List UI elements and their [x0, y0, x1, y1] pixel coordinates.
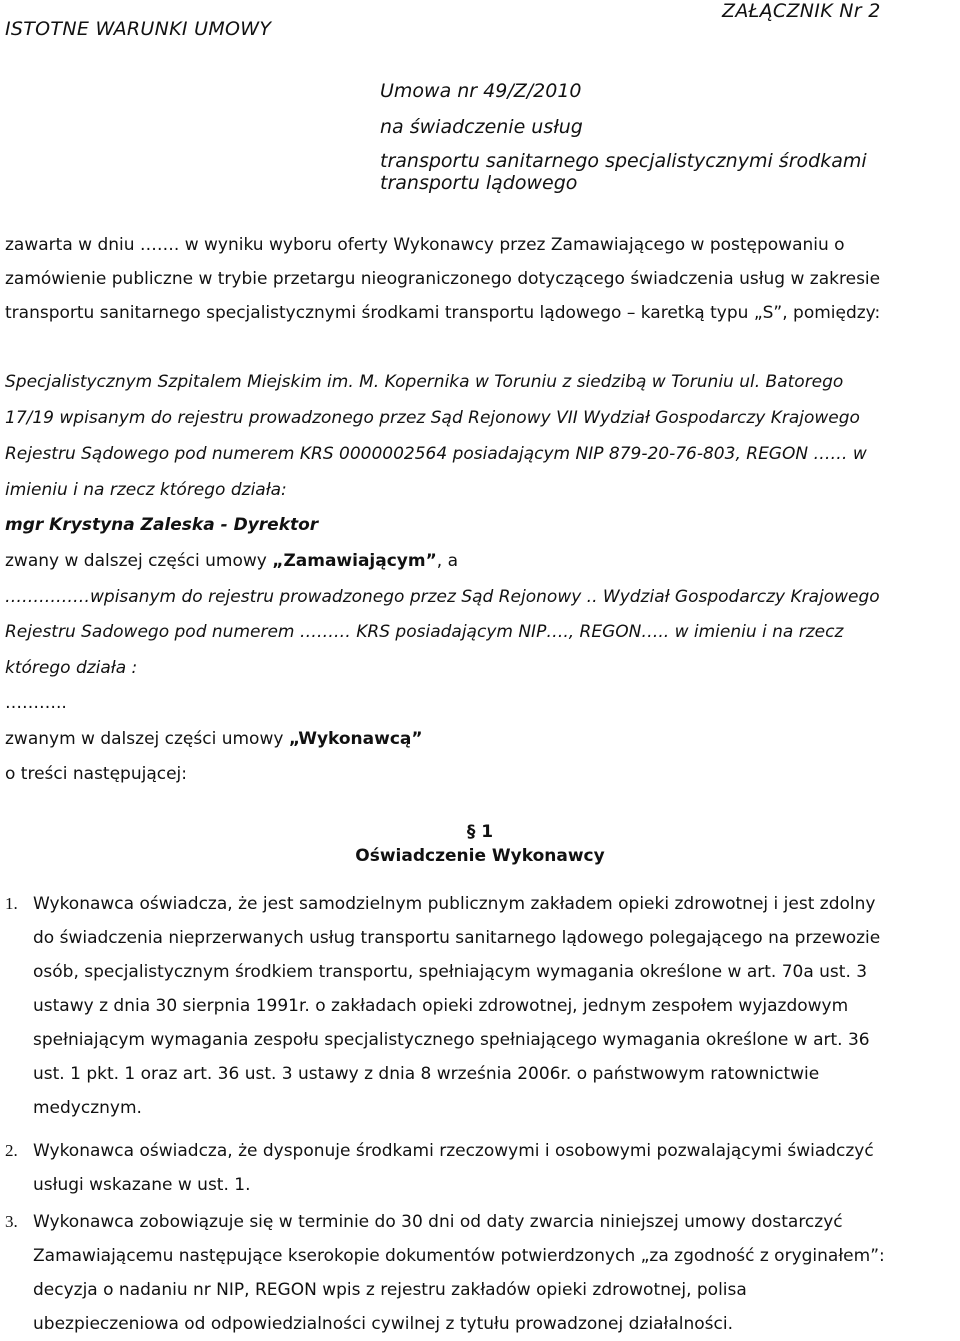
contract-number: Umowa nr 49/Z/2010	[380, 80, 582, 102]
intro-line: zamówienie publiczne w trybie przetargu nieograniczonego dotyczącego świadczenia usług w zakresie	[5, 269, 881, 289]
intro-paragraph	[5, 228, 957, 330]
item-line: Wykonawca zobowiązuje się w terminie do 30 dni od daty zwarcia niniejszej umowy dostarczyć	[33, 1212, 843, 1232]
intro-line: zawarta w dniu ……. w wyniku wyboru oferty Wykonawcy przez Zamawiającego w postępowaniu o	[5, 235, 845, 255]
party1-line: imieniu i na rzecz którego działa:	[5, 480, 287, 500]
contract-subject: na świadczenie usług	[380, 116, 583, 138]
party1-line: Specjalistycznym Szpitalem Miejskim im. M. Kopernika w Toruniu z siedzibą w Toruniu ul. Batorego	[5, 372, 844, 392]
item-line: ustawy z dnia 30 sierpnia 1991r. o zakładach opieki zdrowotnej, jednym zespołem wyjazdowym	[33, 996, 849, 1016]
intro-line: transportu sanitarnego specjalistycznymi środkami transportu lądowego – karetką typu „S”, pomiędzy:	[5, 303, 881, 323]
representative: mgr Krystyna Zaleska - Dyrektor	[5, 515, 319, 535]
party1-line: Rejestru Sądowego pod numerem KRS 0000002564 posiadającym NIP 879-20-76-803, REGON …… w	[5, 444, 867, 464]
attachment-label: ZAŁĄCZNIK Nr 2	[722, 0, 881, 22]
item-line: Wykonawca oświadcza, że dysponuje środkami rzeczowymi i osobowymi pozwalającymi świadczyć	[33, 1141, 874, 1161]
item-line: medycznym.	[33, 1098, 142, 1118]
role-name: „Wykonawcą”	[288, 729, 423, 749]
item-number: 1.	[5, 894, 18, 913]
item-body	[33, 1205, 957, 1341]
role-prefix: zwanym w dalszej części umowy	[5, 729, 289, 749]
item-number: 3.	[5, 1212, 18, 1231]
party1-role	[5, 551, 458, 571]
party2-line: którego działa :	[5, 658, 138, 678]
section-mark: § 1	[466, 822, 494, 842]
party1-line: 17/19 wpisanym do rejestru prowadzonego przez Sąd Rejonowy VII Wydział Gospodarczy Krajowego	[5, 408, 860, 428]
item-line: spełniającym wymagania zespołu specjalistycznego spełniającego wymagania określone w art. 36	[33, 1030, 870, 1050]
item-line: ubezpieczeniowa od odpowiedzialności cywilnej z tytułu prowadzonej działalności.	[33, 1314, 733, 1334]
party2-role	[5, 729, 423, 749]
role-prefix: zwany w dalszej części umowy	[5, 551, 273, 571]
item-line: osób, specjalistycznym środkiem transportu, spełniającym wymagania określone w art. 70a ust. 3	[33, 962, 868, 982]
closing-line: o treści następującej:	[5, 764, 188, 784]
item-line: Zamawiającemu następujące kserokopie dokumentów potwierdzonych „za zgodność z oryginałem”:	[33, 1246, 885, 1266]
section-title: Oświadczenie Wykonawcy	[355, 846, 605, 866]
item-line: Wykonawca oświadcza, że jest samodzielnym publicznym zakładem opieki zdrowotnej i jest zdolny	[33, 894, 876, 914]
item-line: do świadczenia nieprzerwanych usług transportu sanitarnego lądowego polegającego na przewozie	[33, 928, 881, 948]
item-body	[33, 1134, 957, 1202]
role-suffix: , a	[436, 551, 459, 571]
item-line: ust. 1 pkt. 1 oraz art. 36 ust. 3 ustawy z dnia 8 września 2006r. o państwowym ratownictwie	[33, 1064, 820, 1084]
role-name: „Zamawiającym”	[272, 551, 437, 571]
party2-line: Rejestru Sadowego pod numerem ……… KRS posiadającym NIP…., REGON….. w imieniu i na rzecz	[5, 622, 844, 642]
item-body	[33, 887, 957, 1125]
party2-line: ……………wpisanym do rejestru prowadzonego przez Sąd Rejonowy .. Wydział Gospodarczy Krajowego	[5, 587, 880, 607]
item-line: decyzja o nadaniu nr NIP, REGON wpis z rejestru zakładów opieki zdrowotnej, polisa	[33, 1280, 747, 1300]
party2-line: ………..	[5, 693, 67, 713]
contract-scope: transportu sanitarnego specjalistycznymi środkami transportu lądowego	[380, 150, 867, 194]
item-number: 2.	[5, 1141, 18, 1160]
document-header-title: ISTOTNE WARUNKI UMOWY	[5, 18, 272, 40]
item-line: usługi wskazane w ust. 1.	[33, 1175, 251, 1195]
